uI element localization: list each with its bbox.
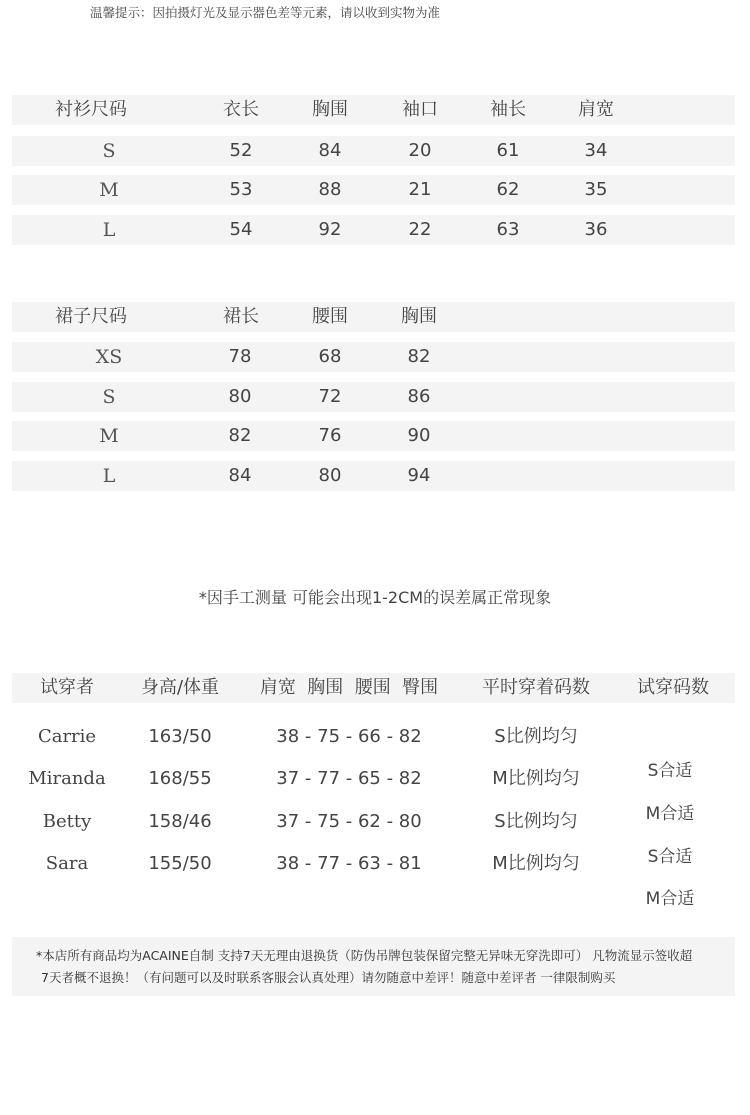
value-cell: 90 bbox=[407, 425, 431, 446]
tip-text: 温馨提示：因拍摄灯光及显示器色差等元素，请以收到实物为准 bbox=[90, 5, 441, 20]
value-cell: 82 bbox=[228, 425, 252, 446]
table-row bbox=[12, 215, 735, 245]
header-cell: 裙子尺码 bbox=[55, 306, 127, 327]
trial-size: M合适 bbox=[645, 889, 695, 909]
policy-line: *本店所有商品均为ACAINE自制 支持7天无理由退换货（防伪吊牌包装保留完整无异味无穿洗即可） 凡物流显示签收超 bbox=[36, 948, 693, 963]
header-cell: 试穿者 bbox=[40, 677, 94, 698]
value-cell: 94 bbox=[407, 465, 431, 486]
return-policy-notice bbox=[12, 937, 735, 996]
value-cell: 54 bbox=[229, 219, 253, 240]
policy-line: 7天者概不退换！（有问题可以及时联系客服会认真处理）请勿随意中差评！随意中差评者 一律限制购买 bbox=[41, 970, 616, 985]
value-cell: 80 bbox=[318, 465, 342, 486]
value-cell: 68 bbox=[318, 346, 342, 367]
tester-name: Carrie bbox=[37, 726, 97, 747]
header-cell: 袖口 bbox=[402, 99, 438, 120]
value-cell: 52 bbox=[229, 140, 253, 161]
value-cell: 76 bbox=[318, 425, 342, 446]
table-row bbox=[12, 136, 735, 166]
header-cell: 胸围 bbox=[401, 306, 437, 327]
measurements: 38 - 77 - 63 - 81 bbox=[276, 853, 422, 874]
height-weight: 158/46 bbox=[148, 811, 212, 832]
header-cell: 裙长 bbox=[223, 306, 259, 327]
skirt-header-row bbox=[12, 302, 735, 332]
value-cell: 62 bbox=[496, 179, 520, 200]
measurement-note: *因手工测量 可能会出现1-2CM的误差属正常现象 bbox=[198, 588, 552, 607]
header-cell: 袖长 bbox=[490, 99, 526, 120]
value-cell: 92 bbox=[318, 219, 342, 240]
table-row bbox=[12, 342, 735, 372]
tester-name: Sara bbox=[45, 853, 89, 874]
usual-size: S比例均匀 bbox=[494, 726, 578, 747]
trial-size: S合适 bbox=[647, 847, 693, 867]
trial-size: M合适 bbox=[645, 804, 695, 824]
value-cell: 72 bbox=[318, 386, 342, 407]
header-cell: 胸围 bbox=[312, 99, 348, 120]
header-cell: 衣长 bbox=[223, 99, 259, 120]
table-row bbox=[12, 175, 735, 205]
size-cell: M bbox=[99, 425, 119, 447]
table-row bbox=[12, 807, 735, 837]
value-cell: 84 bbox=[318, 140, 342, 161]
tester-name: Betty bbox=[42, 811, 92, 832]
header-cell: 腰围 bbox=[312, 306, 348, 327]
usual-size: M比例均匀 bbox=[492, 853, 580, 874]
value-cell: 63 bbox=[496, 219, 520, 240]
value-cell: 82 bbox=[407, 346, 431, 367]
height-weight: 155/50 bbox=[148, 853, 212, 874]
size-cell: S bbox=[102, 386, 116, 408]
shirt-header-row bbox=[12, 95, 735, 125]
measurements: 38 - 75 - 66 - 82 bbox=[276, 726, 422, 747]
table-row bbox=[12, 421, 735, 451]
table-row bbox=[12, 461, 735, 491]
value-cell: 36 bbox=[584, 219, 608, 240]
header-cell: 平时穿着码数 bbox=[482, 677, 590, 698]
trial-size: S合适 bbox=[647, 761, 693, 781]
value-cell: 53 bbox=[229, 179, 253, 200]
value-cell: 21 bbox=[408, 179, 432, 200]
measurements: 37 - 77 - 65 - 82 bbox=[276, 768, 422, 789]
header-cell: 身高/体重 bbox=[140, 677, 220, 698]
height-weight: 163/50 bbox=[148, 726, 212, 747]
value-cell: 88 bbox=[318, 179, 342, 200]
value-cell: 35 bbox=[584, 179, 608, 200]
tester-name: Miranda bbox=[28, 768, 106, 789]
header-cell: 肩宽 胸围 腰围 臀围 bbox=[259, 677, 439, 698]
usual-size: S比例均匀 bbox=[494, 811, 578, 832]
table-row bbox=[12, 382, 735, 412]
size-cell: M bbox=[99, 179, 119, 201]
table-row bbox=[12, 722, 735, 752]
header-cell: 试穿码数 bbox=[637, 677, 709, 698]
size-cell: XS bbox=[95, 346, 123, 368]
usual-size: M比例均匀 bbox=[492, 768, 580, 789]
value-cell: 61 bbox=[496, 140, 520, 161]
table-row bbox=[12, 849, 735, 879]
value-cell: 34 bbox=[584, 140, 608, 161]
size-cell: S bbox=[102, 140, 116, 162]
height-weight: 168/55 bbox=[148, 768, 212, 789]
trial-header-row bbox=[12, 673, 735, 703]
header-cell: 衬衫尺码 bbox=[55, 99, 127, 120]
size-cell: L bbox=[102, 465, 116, 487]
value-cell: 84 bbox=[228, 465, 252, 486]
value-cell: 20 bbox=[408, 140, 432, 161]
size-cell: L bbox=[102, 219, 116, 241]
value-cell: 22 bbox=[408, 219, 432, 240]
value-cell: 78 bbox=[228, 346, 252, 367]
value-cell: 80 bbox=[228, 386, 252, 407]
table-row bbox=[12, 764, 735, 794]
value-cell: 86 bbox=[407, 386, 431, 407]
measurements: 37 - 75 - 62 - 80 bbox=[276, 811, 422, 832]
header-cell: 肩宽 bbox=[578, 99, 614, 120]
